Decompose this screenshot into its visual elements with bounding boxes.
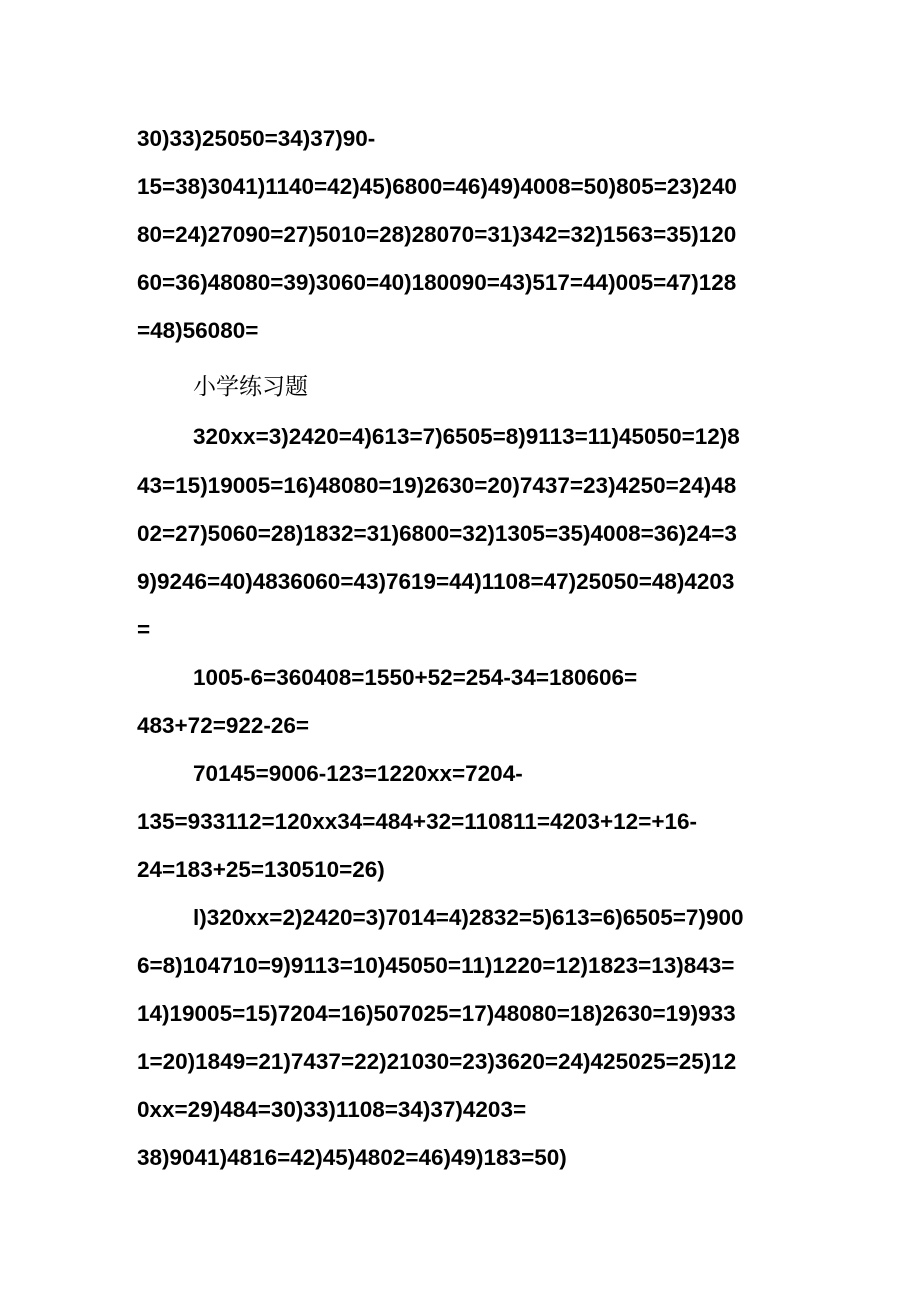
text-line: =48)56080= <box>137 318 259 343</box>
text-line: 483+72=922-26= <box>137 713 310 738</box>
text-line: 6=8)104710=9)9113=10)45050=11)1220=12)1823=13)843= <box>137 953 735 978</box>
text-line: 24=183+25=130510=26) <box>137 857 385 882</box>
text-line: 320xx=3)2420=4)613=7)6505=8)9113=11)45050=12)8 <box>193 424 740 449</box>
text-line: l)320xx=2)2420=3)7014=4)2832=5)613=6)6505=7)900 <box>193 905 744 930</box>
text-line: 9)9246=40)4836060=43)7619=44)1108=47)25050=48)4203 <box>137 569 735 594</box>
text-line: 0xx=29)484=30)33)1108=34)37)4203= <box>137 1097 527 1122</box>
text-line: 1=20)1849=21)7437=22)21030=23)3620=24)425025=25)12 <box>137 1049 737 1074</box>
section-heading: 小学练习题 <box>193 374 308 400</box>
text-line: 135=933112=120xx34=484+32=110811=4203+12=+16- <box>137 809 697 834</box>
text-line: 43=15)19005=16)48080=19)2630=20)7437=23)4250=24)48 <box>137 473 737 498</box>
text-line: 30)33)25050=34)37)90- <box>137 126 376 151</box>
text-line: 1005-6=360408=1550+52=254-34=180606= <box>193 665 638 690</box>
text-line: 70145=9006-123=1220xx=7204- <box>193 761 523 786</box>
text-line: = <box>137 617 151 642</box>
text-line: 80=24)27090=27)5010=28)28070=31)342=32)1563=35)120 <box>137 222 737 247</box>
text-line: 02=27)5060=28)1832=31)6800=32)1305=35)4008=36)24=3 <box>137 521 737 546</box>
text-line: 15=38)3041)1140=42)45)6800=46)49)4008=50)805=23)240 <box>137 174 737 199</box>
text-line: 60=36)48080=39)3060=40)180090=43)517=44)005=47)128 <box>137 270 737 295</box>
text-line: 38)9041)4816=42)45)4802=46)49)183=50) <box>137 1145 567 1170</box>
text-line: 14)19005=15)7204=16)507025=17)48080=18)2630=19)933 <box>137 1001 736 1026</box>
